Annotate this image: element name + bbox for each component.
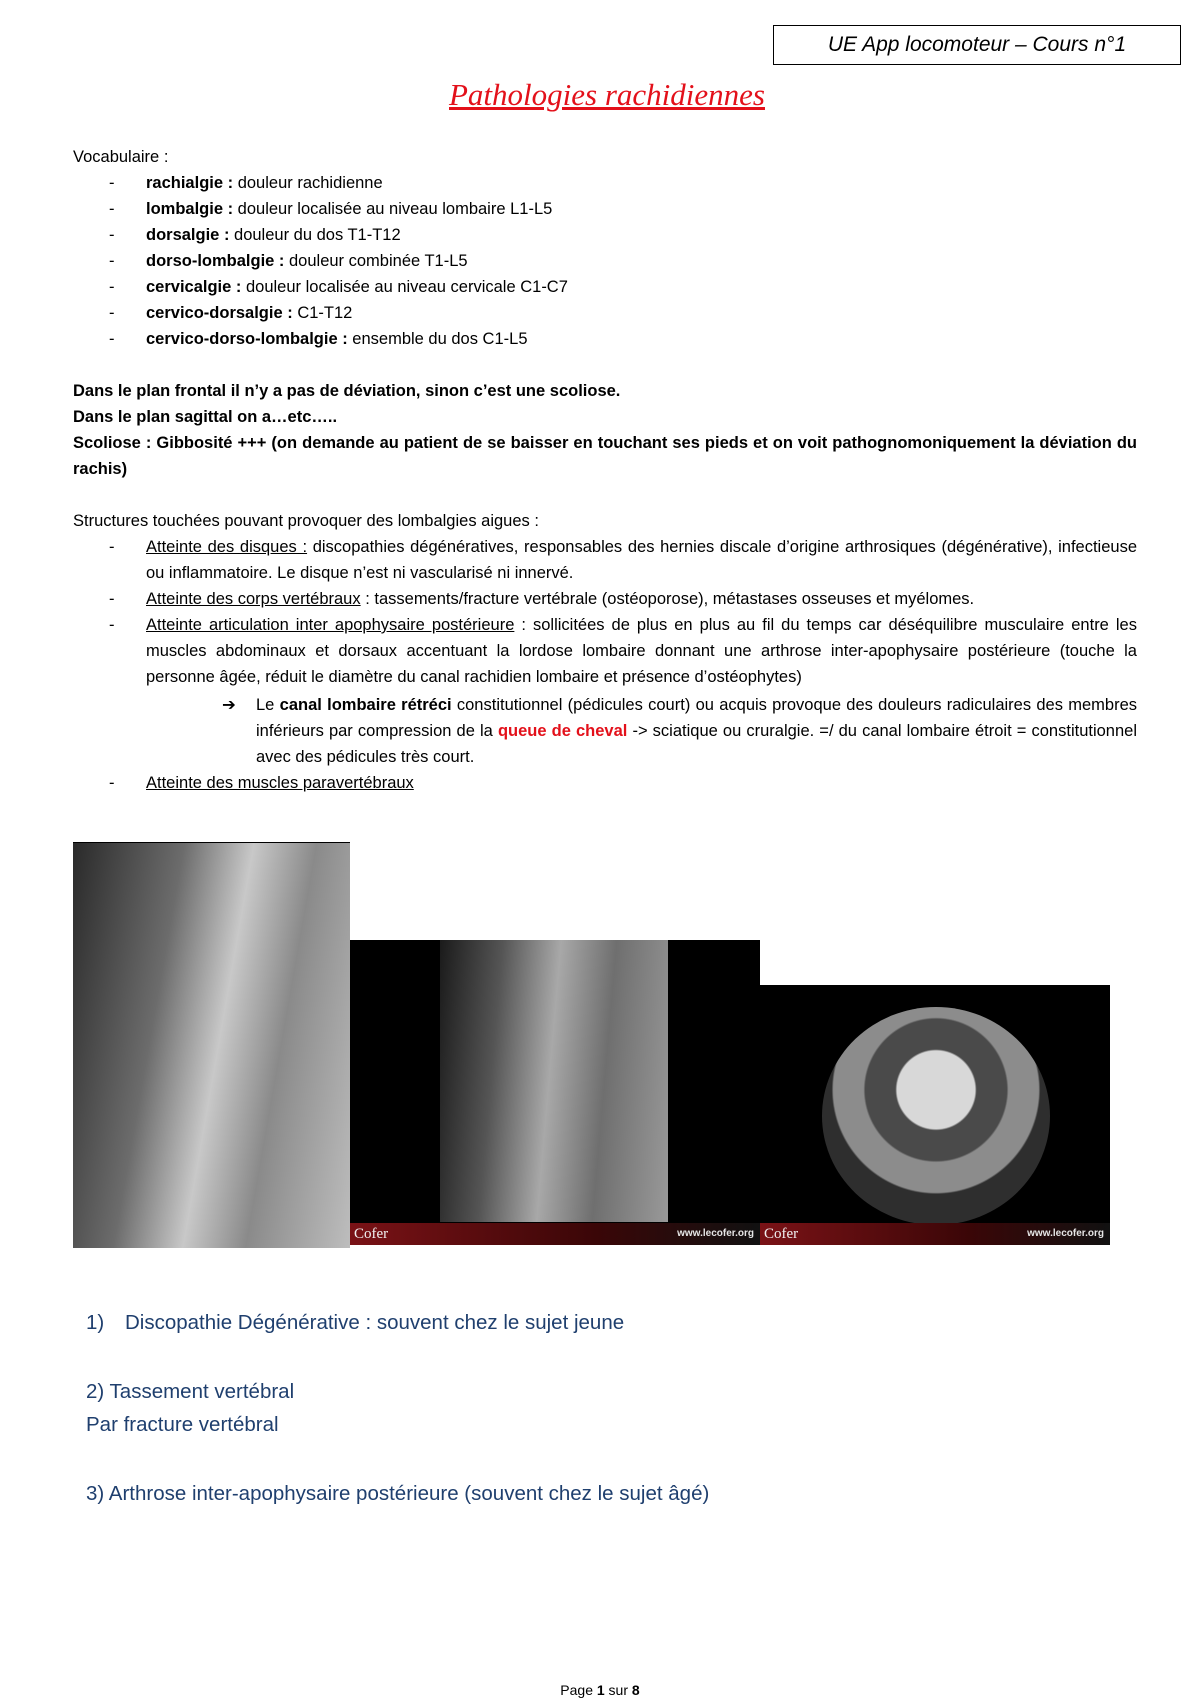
vocab-item: - cervico-dorsalgie : C1-T12 bbox=[73, 300, 1137, 326]
note-scoliose: Scoliose : Gibbosité +++ (on demande au patient de se baisser en touchant ses pieds et on voit pathognomoniquement la déviation du rachis) bbox=[73, 434, 1137, 478]
structures-heading: Structures touchées pouvant provoquer des lombalgies aigues : bbox=[73, 512, 539, 530]
structures-list bbox=[73, 534, 1137, 796]
vocab-list bbox=[73, 170, 1137, 352]
cofer-logo: Cofer bbox=[764, 1226, 799, 1242]
section-1-number: 1) bbox=[86, 1311, 105, 1334]
ct-axial-slice bbox=[822, 1007, 1050, 1225]
page-title: Pathologies rachidiennes bbox=[449, 77, 765, 112]
section-2-subheading: Par fracture vertébral bbox=[86, 1413, 279, 1436]
section-3-heading: 3) Arthrose inter-apophysaire postérieure (souvent chez le sujet âgé) bbox=[86, 1482, 710, 1505]
course-header: UE App locomoteur – Cours n°1 bbox=[773, 25, 1181, 65]
section-2-heading: 2) Tassement vertébral bbox=[86, 1380, 295, 1403]
page-footer: Page 1 sur 8 bbox=[560, 1682, 640, 1698]
xray-film bbox=[440, 940, 668, 1222]
structure-corps: - Atteinte des corps vertébraux : tassements/fracture vertébrale (ostéoporose), métastases osseuses et myélomes. bbox=[73, 586, 1137, 612]
structure-muscles: - Atteinte des muscles paravertébraux bbox=[73, 770, 1137, 796]
vocab-item: - cervico-dorso-lombalgie : ensemble du dos C1-L5 bbox=[73, 326, 1137, 352]
image-caption-bar bbox=[350, 1223, 760, 1245]
vocab-item: - lombalgie : douleur localisée au niveau lombaire L1-L5 bbox=[73, 196, 1137, 222]
lumbar-xray-image bbox=[350, 940, 760, 1245]
note-sagittal: Dans le plan sagittal on a…etc….. bbox=[73, 408, 338, 426]
main-content bbox=[73, 144, 1137, 796]
image-caption-bar bbox=[760, 1223, 1110, 1245]
source-url: www.lecofer.org bbox=[1027, 1228, 1104, 1239]
ct-scan-image bbox=[760, 985, 1110, 1245]
source-url: www.lecofer.org bbox=[677, 1228, 754, 1239]
vocab-item: - dorsalgie : douleur du dos T1-T12 bbox=[73, 222, 1137, 248]
note-frontal: Dans le plan frontal il n’y a pas de déviation, sinon c’est une scoliose. bbox=[73, 382, 621, 400]
vocab-heading: Vocabulaire : bbox=[73, 148, 169, 166]
vocab-item: - cervicalgie : douleur localisée au niveau cervicale C1-C7 bbox=[73, 274, 1137, 300]
vocab-item: - dorso-lombalgie : douleur combinée T1-L5 bbox=[73, 248, 1137, 274]
structure-articulation: - Atteinte articulation inter apophysaire postérieure : sollicitées de plus en plus au fil du temps car déséquilibre musculaire entre les muscles abdominaux et dorsaux accentuant la lordose lombaire donnant une arthrose inter-apophysaire postérieure (touche la personne âgée, réduit le diamètre du canal rachidien lombaire et présence d’ostéophytes) ➔ Le canal lombaire rétréci constitutionnel (pédicules court) ou acquis provoque des douleurs radiculaires des membres inférieurs par compression de la queue de cheval -> sciatique ou cruralgie. =/ du canal lombaire étroit = constitutionnel avec des pédicules très court. bbox=[73, 612, 1137, 770]
cofer-logo: Cofer bbox=[354, 1226, 389, 1242]
arrow-right-icon: ➔ bbox=[222, 696, 236, 714]
canal-note: ➔ Le canal lombaire rétréci constitutionnel (pédicules court) ou acquis provoque des douleurs radiculaires des membres inférieurs par compression de la queue de cheval -> sciatique ou cruralgie. =/ du canal lombaire étroit = constitutionnel avec des pédicules très court. bbox=[146, 692, 1137, 770]
lateral-spine-xray-image bbox=[73, 843, 350, 1248]
section-1-heading: Discopathie Dégénérative : souvent chez le sujet jeune bbox=[125, 1311, 625, 1334]
structure-disques: - Atteinte des disques : discopathies dégénératives, responsables des hernies discale d’origine arthrosiques (dégénérative), infectieuse ou inflammatoire. Le disque n’est ni vascularisé ni innervé. bbox=[73, 534, 1137, 586]
vocab-item: - rachialgie : douleur rachidienne bbox=[73, 170, 1137, 196]
